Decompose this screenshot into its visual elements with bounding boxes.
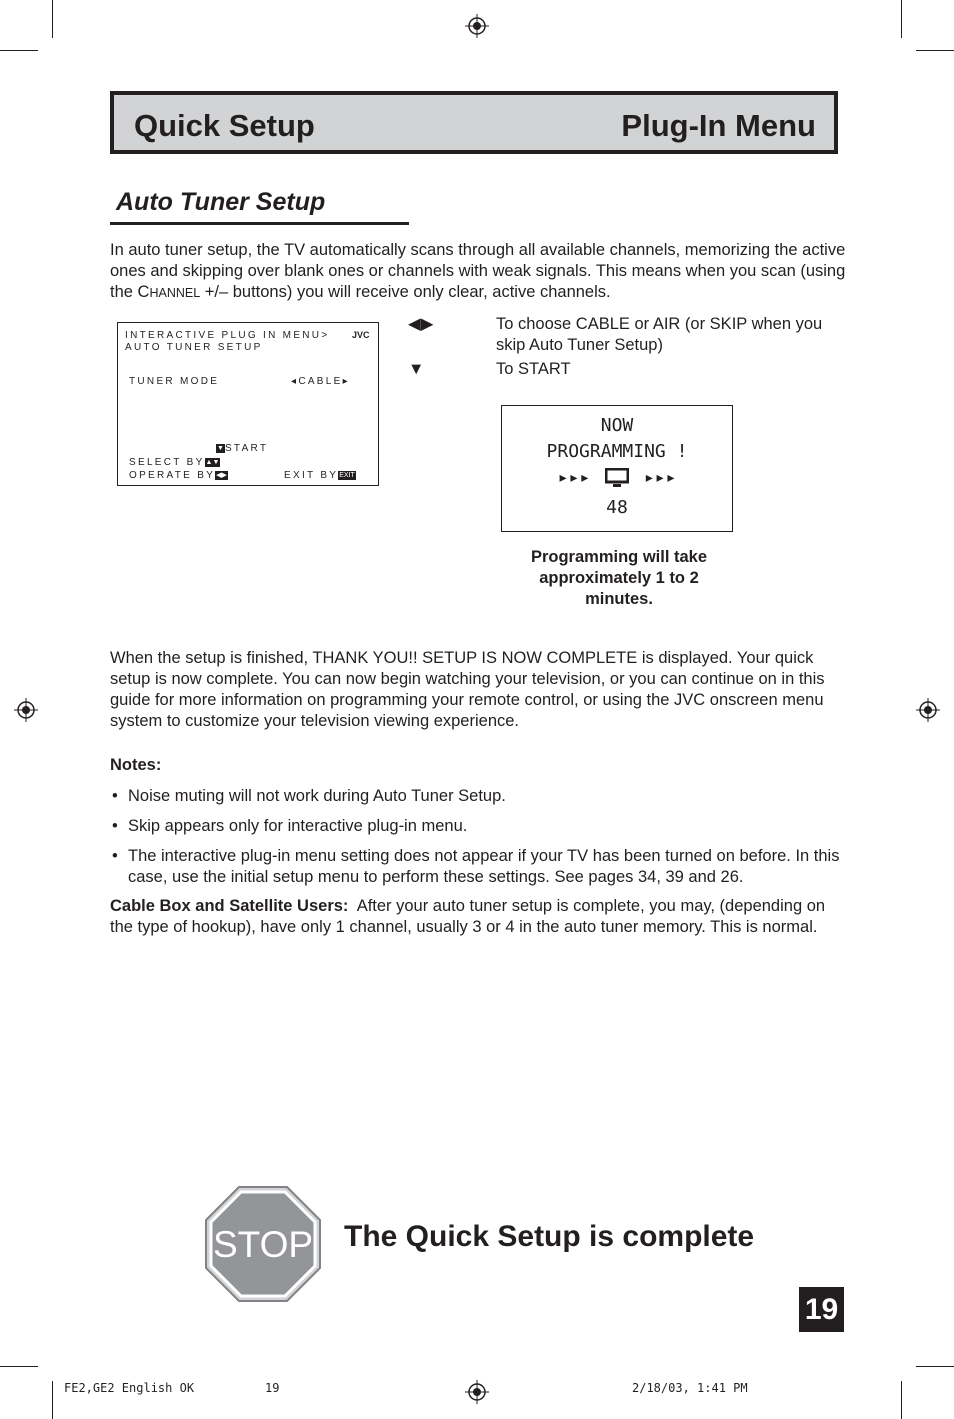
crop-mark xyxy=(52,0,53,38)
key-down-desc: To START xyxy=(496,360,571,378)
crop-mark xyxy=(0,50,38,51)
key-left-right-icon: ◀▶ xyxy=(408,315,434,333)
section-rule xyxy=(110,222,409,225)
crop-mark xyxy=(916,1366,954,1367)
registration-mark-icon xyxy=(465,14,489,38)
page-header xyxy=(110,91,838,154)
tv-menu-line2: AUTO TUNER SETUP xyxy=(125,342,263,353)
key-down-icon: ▼ xyxy=(408,360,425,378)
registration-mark-icon xyxy=(916,698,940,722)
cable-box-text: After your auto tuner setup is complete, you may, (depending on the type of hookup), have only 1 channel, usually 3 or 4 in the auto tuner memory. This is normal. xyxy=(110,897,826,936)
finished-paragraph: When the setup is finished, THANK YOU!! SETUP IS NOW COMPLETE is displayed. Your quick setup is now complete. You can now begin watching your television, or you can continue on in this guide for more information on programming your remote control, or using the JVC onscreen menu system to customize your television viewing experience. xyxy=(110,649,825,730)
setup-complete-message: The Quick Setup is complete xyxy=(344,1220,755,1253)
bullet-dot: • xyxy=(112,787,118,805)
header-title-right: Plug-In Menu xyxy=(621,108,816,143)
operate-key-icon: ◀▶ xyxy=(216,471,227,479)
bullet-dot: • xyxy=(112,817,118,835)
stop-sign-icon xyxy=(205,1186,321,1302)
registration-mark-icon xyxy=(14,698,38,722)
exit-label: EXIT BY xyxy=(284,470,339,481)
note-text: Skip appears only for interactive plug-in menu. xyxy=(128,817,468,835)
operate-label: OPERATE BY xyxy=(129,470,216,481)
tuner-mode-label: TUNER MODE xyxy=(129,376,220,387)
stop-sign-text: STOP xyxy=(212,1224,314,1265)
programming-screen xyxy=(501,405,733,532)
jvc-logo: JVC xyxy=(352,330,370,340)
tv-menu-line1: INTERACTIVE PLUG IN MENU> xyxy=(125,330,330,341)
start-key-icon: ▼ xyxy=(217,444,224,452)
select-key-icon: ▲▼ xyxy=(205,458,220,466)
registration-mark-icon xyxy=(465,1380,489,1404)
note-text: The interactive plug-in menu setting does not appear if your TV has been turned on before. In this case, use the initial setup menu to perform these settings. See pages 34, 39 and 26. xyxy=(128,847,840,886)
start-label: START xyxy=(224,443,269,454)
intro-paragraph xyxy=(110,240,850,304)
footer-page: 19 xyxy=(265,1381,280,1395)
bullet-dot: • xyxy=(112,847,118,865)
footer-date: 2/18/03, 1:41 PM xyxy=(632,1381,748,1395)
progress-arrows-right: ▸▸▸ xyxy=(643,467,677,488)
header-title-left: Quick Setup xyxy=(134,108,315,143)
intro-text-2: +/– buttons) you will receive only clear, active channels. xyxy=(200,283,611,301)
tuner-mode-value: ◂CABLE▸ xyxy=(291,376,350,387)
exit-key-icon: EXIT xyxy=(339,471,355,479)
footer-file: FE2,GE2 English OK xyxy=(64,1381,195,1395)
notes-title: Notes: xyxy=(110,756,162,774)
page-number: 19 xyxy=(799,1287,844,1332)
section-title: Auto Tuner Setup xyxy=(116,188,326,216)
cable-box-paragraph xyxy=(110,896,850,938)
channel-number: 48 xyxy=(606,497,628,518)
crop-mark xyxy=(52,1381,53,1419)
note-text: Noise muting will not work during Auto Tuner Setup. xyxy=(128,787,506,805)
tv-icon xyxy=(605,468,629,488)
select-label: SELECT BY xyxy=(129,457,205,468)
tv-menu-screen xyxy=(117,322,379,486)
crop-mark xyxy=(901,1381,902,1419)
now-text: NOW xyxy=(600,415,634,436)
programming-text: PROGRAMMING ! xyxy=(546,441,688,462)
crop-mark xyxy=(901,0,902,38)
crop-mark xyxy=(916,50,954,51)
crop-mark xyxy=(0,1366,38,1367)
key-left-right-desc: To choose CABLE or AIR (or SKIP when you skip Auto Tuner Setup) xyxy=(496,315,823,354)
intro-text-1: In auto tuner setup, the TV automatically scans through all available channels, memorizing the active ones and skipping over blank ones or channels with weak signals. This means when you scan (using the xyxy=(110,241,846,301)
cable-box-label: Cable Box and Satellite Users: xyxy=(110,897,349,915)
programming-caption: Programming will take approximately 1 to 2 minutes. xyxy=(530,548,708,608)
channel-initial: C xyxy=(137,283,150,301)
channel-smallcaps: HANNEL xyxy=(149,286,201,300)
progress-arrows-left: ▸▸▸ xyxy=(557,467,591,488)
